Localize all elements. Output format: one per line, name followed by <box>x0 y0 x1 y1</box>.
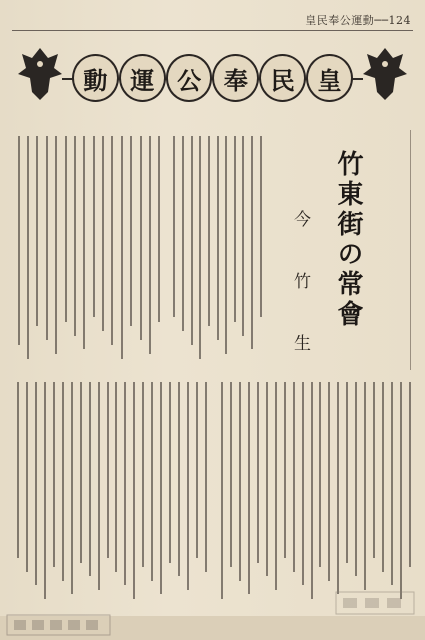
text-line <box>302 382 304 585</box>
text-line <box>248 382 250 594</box>
text-line <box>182 136 184 331</box>
text-line <box>46 136 48 340</box>
body-text-block-upper-left <box>14 134 164 370</box>
text-line <box>130 136 132 326</box>
text-line <box>199 136 201 359</box>
text-line <box>140 136 142 340</box>
banner-char: 動 <box>72 54 119 102</box>
text-line <box>83 136 85 349</box>
text-line <box>17 382 19 558</box>
text-line <box>44 382 46 599</box>
text-line <box>80 382 82 563</box>
text-line <box>391 382 393 585</box>
text-line <box>355 382 357 576</box>
article-author: 今 竹 生 <box>290 210 310 365</box>
text-line <box>62 382 64 581</box>
text-line <box>319 382 321 567</box>
text-line <box>284 382 286 558</box>
text-line <box>364 382 366 590</box>
text-line <box>311 382 313 599</box>
text-line <box>158 136 160 322</box>
banner-char: 民 <box>259 54 306 102</box>
text-line <box>409 382 411 567</box>
text-line <box>26 382 28 572</box>
text-line <box>293 382 295 572</box>
text-line <box>111 136 113 345</box>
text-line <box>230 382 232 567</box>
text-line <box>27 136 29 359</box>
text-line <box>18 136 20 345</box>
banner <box>12 38 413 126</box>
article-title: 竹東街の常會 <box>333 150 363 330</box>
text-line <box>337 382 339 594</box>
text-line <box>373 382 375 558</box>
text-line <box>115 382 117 572</box>
text-line <box>178 382 180 576</box>
text-line <box>221 382 223 599</box>
text-line <box>173 136 175 317</box>
text-line <box>225 136 227 354</box>
text-line <box>55 136 57 354</box>
text-line <box>89 382 91 576</box>
text-line <box>239 382 241 581</box>
text-line <box>217 136 219 340</box>
text-line <box>142 382 144 567</box>
text-line <box>71 382 73 594</box>
text-line <box>149 136 151 354</box>
text-line <box>266 382 268 576</box>
eagle-icon <box>18 44 62 104</box>
text-line <box>160 382 162 594</box>
text-line <box>93 136 95 317</box>
text-line <box>234 136 236 322</box>
text-line <box>328 382 330 581</box>
text-line <box>124 382 126 585</box>
body-text-block-upper-right <box>170 134 265 370</box>
library-stamp-icon <box>335 588 415 618</box>
text-line <box>169 382 171 563</box>
text-line <box>151 382 153 581</box>
banner-char: 公 <box>166 54 213 102</box>
banner-char: 運 <box>119 54 166 102</box>
text-line <box>36 136 38 326</box>
text-line <box>205 382 207 572</box>
banner-char: 皇 <box>306 54 353 102</box>
eagle-icon <box>363 44 407 104</box>
text-line <box>191 136 193 345</box>
text-line <box>257 382 259 563</box>
text-line <box>208 136 210 326</box>
text-line <box>98 382 100 590</box>
text-line <box>251 136 253 349</box>
text-line <box>74 136 76 336</box>
text-line <box>102 136 104 331</box>
running-head: 皇民奉公運動──124 <box>305 14 411 27</box>
text-line <box>346 382 348 563</box>
text-line <box>53 382 55 567</box>
text-line <box>196 382 198 558</box>
text-line <box>65 136 67 322</box>
body-text-block-lower-left <box>14 380 210 610</box>
library-stamp-icon <box>6 612 111 638</box>
text-line <box>242 136 244 336</box>
text-line <box>382 382 384 572</box>
text-line <box>107 382 109 558</box>
header-rule <box>12 30 413 31</box>
text-line <box>275 382 277 590</box>
text-line <box>187 382 189 590</box>
text-line <box>35 382 37 585</box>
text-line <box>400 382 402 599</box>
body-text-block-lower-right <box>218 380 414 610</box>
banner-char: 奉 <box>212 54 259 102</box>
title-block <box>270 130 411 370</box>
banner-chars <box>72 54 353 102</box>
text-line <box>121 136 123 359</box>
text-line <box>260 136 262 317</box>
text-line <box>133 382 135 599</box>
